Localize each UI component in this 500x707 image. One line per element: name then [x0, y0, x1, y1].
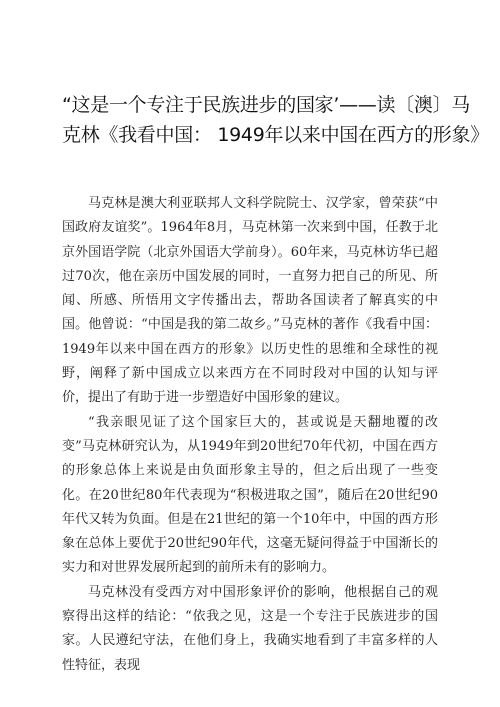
paragraph-3: 马克林没有受西方对中国形象评价的影响，他根据自己的观察得出这样的结论：“依我之见，这是一个专注于民族进步的国家。人民遵纪守法，在他们身上，我确实地看到了丰富多样的人性特征，表现	[62, 584, 438, 673]
article-title	[62, 90, 489, 150]
article-body	[62, 192, 438, 678]
title-line-1: “这是一个专注于民族进步的国家’——读〔澳〕马	[62, 94, 470, 116]
paragraph-1: 马克林是澳大利亚联邦人文科学院院士、汉学家，曾荣获“中国政府友谊奖”。1964年8月，马克林第一次来到中国，任教于北京外国语学院（北京外国语大学前身）。60年来，马克林访华已超过70次，他在亲历中国发展的同时，一直努力把自己的所见、所闻、所感、所悟用文字传播出去，帮助各国读者了解真实的中国。他曾说：“中国是我的第二故乡。”马克林的著作《我看中国：1949年以来中国在西方的形象》以历史性的思维和全球性的视野，阐释了新中国成立以来西方在不同时段对中国的认知与评价，提出了有助于进一步塑造好中国形象的建议。	[62, 196, 438, 406]
paragraph-2: “我亲眼见证了这个国家巨大的，甚或说是天翻地覆的改变”马克林研究认为，从1949年到20世纪70年代初，中国在西方的形象总体上来说是由负面形象主导的，但之后出现了一些变化。在20世纪80年代表现为“积极进取之国”，随后在20世纪90年代又转为负面。但是在21世纪的第一个10年中，中国的西方形象在总体上要优于20世纪90年代，这毫无疑问得益于中国渐长的实力和对世界发展所起到的前所未有的影响力。	[62, 414, 438, 576]
title-line-2: 克林《我看中国： 1949年以来中国在西方的形象》	[62, 124, 489, 146]
